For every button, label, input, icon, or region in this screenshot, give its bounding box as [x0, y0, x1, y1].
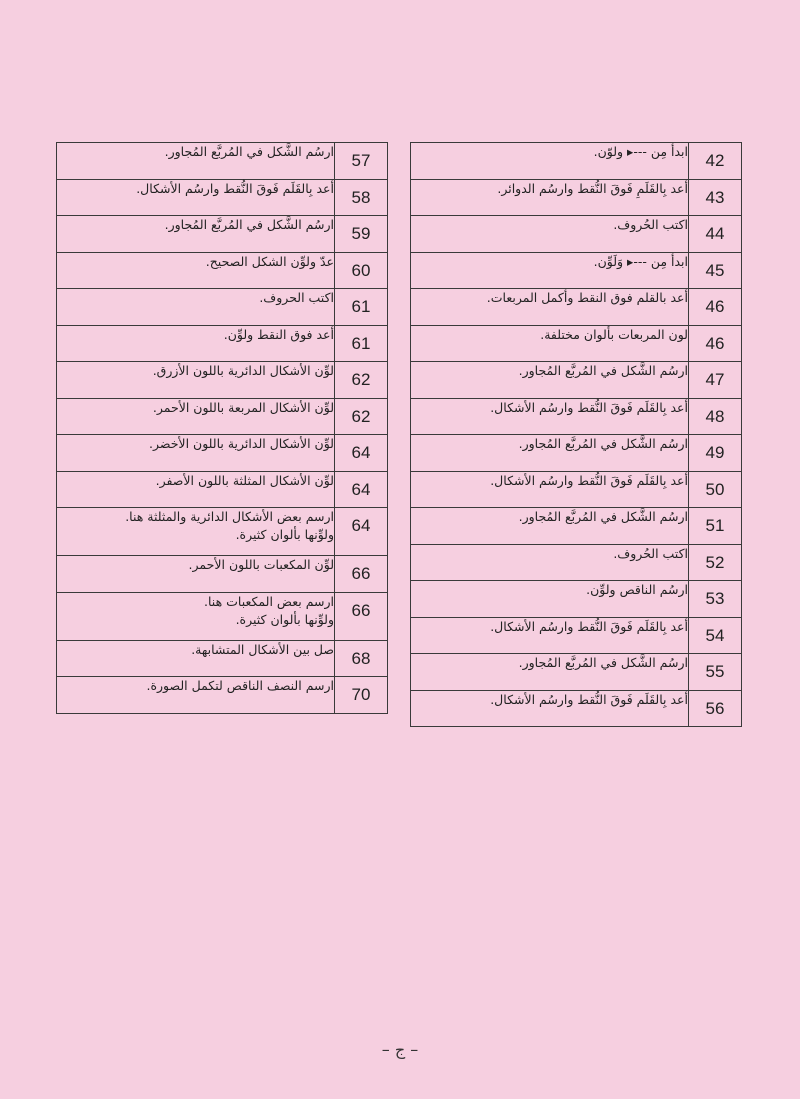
toc-row — [57, 677, 388, 714]
toc-entry-page: 47 — [689, 362, 742, 399]
toc-entry-page: 64 — [335, 508, 388, 556]
toc-entry-page: 56 — [689, 690, 742, 727]
toc-row — [57, 252, 388, 289]
toc-row — [57, 640, 388, 677]
toc-entry-page: 52 — [689, 544, 742, 581]
toc-entry-page: 45 — [689, 252, 742, 289]
toc-entry-title: أعد بِالقَلَمِ فَوقَ النُّقط وارسُم الدوائر. — [411, 179, 689, 216]
toc-entry-title: ارسُم الشَّكل في المُربَّع المُجاور. — [411, 654, 689, 691]
toc-row — [411, 617, 742, 654]
toc-entry-page: 60 — [335, 252, 388, 289]
toc-row — [411, 216, 742, 253]
toc-row — [57, 435, 388, 472]
toc-row — [57, 471, 388, 508]
toc-entry-title: ارسُم الشَّكل في المُربَّع المُجاور. — [411, 435, 689, 472]
toc-row — [411, 581, 742, 618]
toc-row — [411, 289, 742, 326]
toc-row — [411, 252, 742, 289]
toc-row — [57, 556, 388, 593]
toc-table-right — [410, 142, 742, 727]
toc-entry-title: لوِّن الأشكال المربعة باللون الأحمر. — [57, 398, 335, 435]
toc-entry-title: ابدأ مِن ---▸ ولوّن. — [411, 143, 689, 180]
toc-entry-title: صل بين الأشكال المتشابهة. — [57, 640, 335, 677]
toc-entry-page: 53 — [689, 581, 742, 618]
toc-row — [411, 435, 742, 472]
toc-entry-title: لوِّن الأشكال المثلثة باللون الأصفر. — [57, 471, 335, 508]
toc-row — [57, 508, 388, 556]
toc-row — [57, 362, 388, 399]
toc-entry-title: لوِّن المكعبات باللون الأحمر. — [57, 556, 335, 593]
toc-row — [411, 143, 742, 180]
toc-entry-title: اكتب الحُروف. — [411, 216, 689, 253]
toc-entry-title: عدّ ولوِّن الشكل الصحيح. — [57, 252, 335, 289]
toc-entry-page: 64 — [335, 435, 388, 472]
toc-row — [57, 592, 388, 640]
toc-entry-page: 58 — [335, 179, 388, 216]
toc-entry-page: 57 — [335, 143, 388, 180]
toc-row — [57, 289, 388, 326]
toc-entry-title: ارسم النصف الناقص لتكمل الصورة. — [57, 677, 335, 714]
toc-left-body — [57, 143, 388, 714]
toc-entry-page: 70 — [335, 677, 388, 714]
toc-row — [57, 325, 388, 362]
toc-row — [411, 654, 742, 691]
toc-entry-title: ارسم بعض المكعبات هنا. ولوِّنها بألوان كثيرة. — [57, 592, 335, 640]
toc-entry-page: 43 — [689, 179, 742, 216]
toc-entry-page: 62 — [335, 398, 388, 435]
toc-entry-page: 61 — [335, 289, 388, 326]
toc-row — [411, 325, 742, 362]
toc-entry-title: لوِّن الأشكال الدائرية باللون الأخضر. — [57, 435, 335, 472]
toc-entry-title: ارسُم الشَّكل في المُربَّع المُجاور. — [57, 216, 335, 253]
toc-entry-title: ارسُم الشَّكل في المُربَّع المُجاور. — [411, 508, 689, 545]
toc-entry-page: 61 — [335, 325, 388, 362]
toc-table-left — [56, 142, 388, 714]
toc-entry-page: 59 — [335, 216, 388, 253]
toc-entry-title: أعد فوق النقط ولوِّن. — [57, 325, 335, 362]
toc-entry-page: 51 — [689, 508, 742, 545]
toc-entry-page: 64 — [335, 471, 388, 508]
toc-entry-title: أعد بِالقَلَم فَوقَ النُّقط وارسُم الأشكال. — [411, 690, 689, 727]
toc-entry-page: 55 — [689, 654, 742, 691]
toc-row — [411, 471, 742, 508]
toc-entry-page: 46 — [689, 289, 742, 326]
toc-entry-page: 42 — [689, 143, 742, 180]
toc-entry-page: 68 — [335, 640, 388, 677]
toc-entry-title: ارسُم الشَّكل في المُربَّع المُجاور. — [57, 143, 335, 180]
toc-entry-page: 44 — [689, 216, 742, 253]
toc-row — [411, 398, 742, 435]
toc-row — [411, 690, 742, 727]
toc-entry-title: لون المربعات بألوان مختلفة. — [411, 325, 689, 362]
toc-entry-title: أعد بِالقَلَم فَوقَ النُّقط وارسُم الأشكال. — [411, 617, 689, 654]
toc-entry-title: أعد بالقلم فوق النقط وأكمل المربعات. — [411, 289, 689, 326]
toc-entry-title: ارسُم الناقص ولوِّن. — [411, 581, 689, 618]
toc-entry-page: 48 — [689, 398, 742, 435]
toc-entry-title: ارسم بعض الأشكال الدائرية والمثلثة هنا. ولوِّنها بألوان كثيرة. — [57, 508, 335, 556]
toc-entry-title: أعد بِالقَلَم فَوقَ النُّقط وارسُم الأشكال. — [411, 471, 689, 508]
toc-entry-page: 66 — [335, 556, 388, 593]
toc-row — [57, 398, 388, 435]
toc-row — [411, 179, 742, 216]
toc-row — [411, 544, 742, 581]
page-marker: – ج – — [381, 1040, 419, 1059]
toc-row — [57, 179, 388, 216]
toc-right-body — [411, 143, 742, 727]
toc-entry-title: أعد بِالقَلَم فَوقَ النُّقط وارسُم الأشكال. — [57, 179, 335, 216]
toc-entry-title: لوِّن الأشكال الدائرية باللون الأزرق. — [57, 362, 335, 399]
toc-entry-title: ابدأ مِن ---▸ وَلَوِّن. — [411, 252, 689, 289]
toc-entry-title: اكتب الحروف. — [57, 289, 335, 326]
toc-entry-page: 50 — [689, 471, 742, 508]
toc-row — [57, 143, 388, 180]
toc-entry-page: 66 — [335, 592, 388, 640]
toc-entry-title: اكتب الحُروف. — [411, 544, 689, 581]
toc-entry-page: 54 — [689, 617, 742, 654]
toc-entry-page: 46 — [689, 325, 742, 362]
toc-entry-title: ارسُم الشَّكل في المُربَّع المُجاور. — [411, 362, 689, 399]
toc-entry-page: 62 — [335, 362, 388, 399]
toc-row — [57, 216, 388, 253]
toc-entry-page: 49 — [689, 435, 742, 472]
toc-row — [411, 508, 742, 545]
toc-row — [411, 362, 742, 399]
toc-entry-title: أعد بِالقَلَم فَوقَ النُّقط وارسُم الأشكال. — [411, 398, 689, 435]
